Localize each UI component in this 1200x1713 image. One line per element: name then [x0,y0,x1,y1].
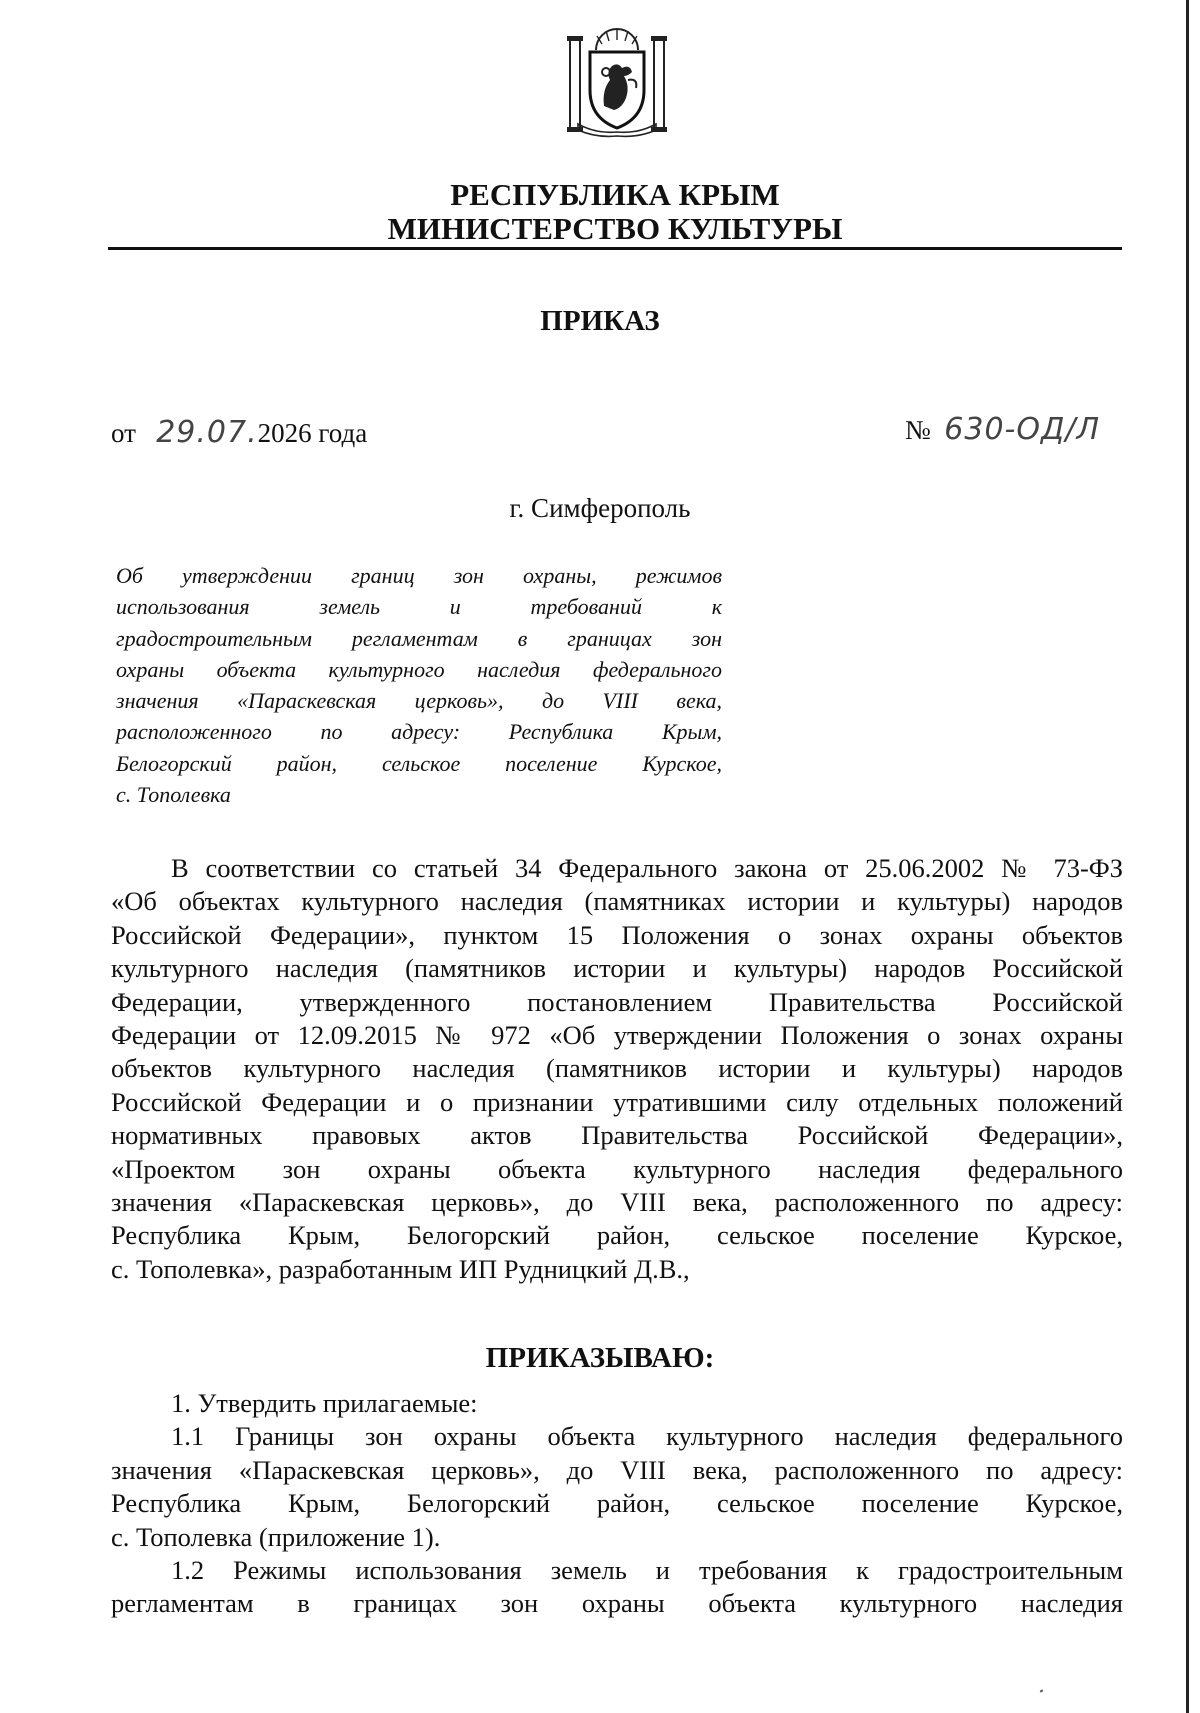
subject-line: Об утверждении границ зон охраны, режимов [116,563,722,588]
document-type: ПРИКАЗ [540,305,660,337]
order-date [111,415,367,450]
preamble-line: «Об объектах культурного наследия (памятниках истории и культуры) народов [111,886,1123,917]
subject-line: градостроительным регламентам в границах зон [116,625,722,651]
issue-city: г. Симферополь [509,493,691,523]
preamble-line: Российской Федерации», пунктом 15 Положения о зонах охраны объектов [111,919,1123,950]
preamble-line: В соответствии со статьей 34 Федерального закона от 25.06.2002 № 73-ФЗ [171,853,1123,883]
scan-edge-line [1186,0,1189,1713]
subject-line: Белогорский район, сельское поселение Курское, [116,750,722,776]
preamble-line: нормативных правовых актов Правительства Российской Федерации», [111,1120,1123,1151]
item-line: Республика Крым, Белогорский район, сельское поселение Курское, [111,1488,1123,1519]
preamble-line: с. Тополевка», разработанным ИП Рудницкий Д.В., [111,1253,690,1284]
subject-line: с. Тополевка [116,782,231,808]
item-line: значения «Параскевская церковь», до VIII века, расположенного по адресу: [111,1454,1123,1485]
preamble-line: объектов культурного наследия (памятников истории и культуры) народов [111,1053,1123,1084]
order-number [905,412,1100,447]
number-handwritten: 630-ОД/Л [944,412,1101,447]
preamble-paragraph [111,852,1123,1286]
date-handwritten: 29.07. [156,415,258,450]
date-prefix: от [111,418,136,448]
order-heading: ПРИКАЗЫВАЮ: [485,1342,715,1374]
item-line: 1.1 Границы зон охраны объекта культурного наследия федерального [171,1421,1123,1452]
item-line: регламентам в границах зон охраны объекта культурного наследия [111,1588,1123,1619]
preamble-line: Республика Крым, Белогорский район, сельское поселение Курское, [111,1220,1123,1251]
preamble-line: Российской Федерации и о признании утратившими силу отдельных положений [111,1086,1123,1117]
preamble-line: Федерации от 12.09.2015 № 972 «Об утверждении Положения о зонах охраны [111,1020,1123,1051]
order-subject [116,560,722,810]
preamble-line: культурного наследия (памятников истории и культуры) народов Российской [111,953,1123,984]
order-items [111,1387,1123,1621]
preamble-line: Федерации, утвержденного постановлением Правительства Российской [111,986,1123,1017]
coat-of-arms-emblem [566,28,668,138]
item-line: 1.2 Режимы использования земель и требования к градостроительным [171,1555,1123,1586]
preamble-line: «Проектом зон охраны объекта культурного наследия федерального [111,1153,1123,1184]
subject-line: охраны объекта культурного наследия федерального [116,656,722,682]
subject-line: использования земель и требований к [116,594,722,620]
item-line: 1. Утвердить прилагаемые: [171,1388,478,1418]
subject-line: значения «Параскевская церковь», до VIII века, [116,688,722,714]
subject-line: расположенного по адресу: Республика Крым, [116,719,722,745]
date-suffix: 2026 года [257,418,368,448]
scan-mark [1040,1689,1044,1692]
number-prefix: № [905,415,931,445]
item-line: с. Тополевка (приложение 1). [111,1521,441,1552]
republic-name: РЕСПУБЛИКА КРЫМ [450,177,780,212]
ministry-name: МИНИСТЕРСТВО КУЛЬТУРЫ [387,211,843,246]
header-divider [108,247,1122,250]
preamble-line: значения «Параскевская церковь», до VIII века, расположенного по адресу: [111,1187,1123,1218]
